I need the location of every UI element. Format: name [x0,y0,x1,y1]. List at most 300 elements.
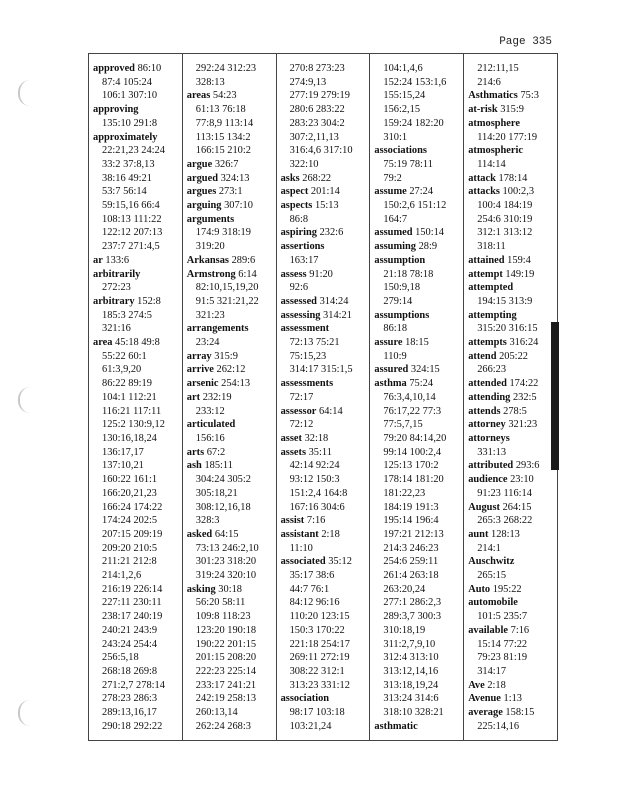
index-refs: 125:13 170:2 [383,460,439,472]
index-entry [468,103,554,117]
index-ref-line [187,720,273,734]
index-ref-line [374,583,460,597]
index-refs: 240:21 243:9 [102,624,158,636]
index-refs: 313:24 314:6 [383,693,439,705]
index-entry [468,459,554,473]
index-refs: 167:16 304:6 [289,501,345,513]
index-term: aspect [280,186,309,198]
index-ref-line [187,309,273,323]
index-refs: 209:20 210:5 [102,542,158,554]
index-refs: 42:14 92:24 [289,460,340,472]
index-ref-line [468,720,554,734]
index-entry [281,268,367,282]
index-ref-line [281,89,367,103]
index-refs: 212:11,15 [477,63,519,74]
index-refs: 233:12 [195,405,225,417]
index-refs: 150:2,6 151:12 [383,200,447,212]
index-refs: 76:3,4,10,14 [383,391,436,403]
index-entry [468,254,554,268]
index-refs: 214:1,2,6 [102,570,142,582]
index-ref-line [281,473,367,487]
index-refs: 86:18 [383,323,408,335]
index-term: aspiring [280,227,317,239]
index-refs: 108:13 111:22 [102,213,162,225]
index-refs: 232:6 [319,227,344,239]
index-term: assessor [280,405,317,417]
index-entry [468,596,554,610]
index-refs: 185:3 274:5 [102,309,152,321]
index-ref-line [374,322,460,336]
index-term: attended [468,378,507,390]
index-refs: 174:24 202:5 [102,515,158,527]
index-refs: 6:14 [238,268,257,280]
index-entry [468,624,554,638]
index-refs: 328:3 [195,515,220,527]
index-refs: 75:3 [520,90,539,102]
index-ref-line [468,322,554,336]
index-refs: 114:14 [477,158,506,170]
index-ref-line [93,501,179,515]
index-refs: 304:24 305:2 [195,474,251,486]
index-refs: 44:7 76:1 [289,583,330,595]
index-refs: 318:10 328:21 [383,707,444,719]
index-refs: 22:21,23 24:24 [102,145,165,157]
index-term: attend [468,350,497,362]
index-refs: 314:17 315:1,5 [289,364,353,376]
index-refs: 163:17 [289,254,319,266]
index-refs: 308:12,16,18 [195,501,251,513]
index-term: asked [186,528,213,540]
index-ref-line [93,158,179,172]
index-term: attempt [468,268,503,280]
index-refs: 201:15 208:20 [195,652,257,664]
index-ref-line [374,596,460,610]
index-ref-line [374,638,460,652]
index-ref-line [187,144,273,158]
index-ref-line [93,350,179,364]
index-term: arrangements [186,323,249,335]
index-refs: 214:1 [477,542,501,554]
index-entry [281,432,367,446]
index-ref-line [187,501,273,515]
index-refs: 30:18 [218,583,242,595]
index-refs: 72:13 75:21 [289,337,340,349]
index-refs: 122:12 207:13 [102,227,163,239]
index-refs: 54:23 [212,90,237,102]
index-refs: 178:14 181:20 [383,474,444,486]
index-term: articulated [186,419,236,431]
index-ref-line [281,144,367,158]
index-ref-line [281,131,367,145]
index-term: areas [186,90,211,102]
index-entry [468,89,554,103]
index-ref-line [187,103,273,117]
index-entry [468,391,554,405]
index-refs: 137:10,21 [102,460,144,472]
index-entry [374,363,460,377]
index-refs: 35:11 [308,446,332,458]
index-term: attacks [468,186,500,198]
index-term: August [468,501,500,513]
index-entry [468,418,554,432]
index-refs: 2:18 [321,528,340,540]
index-ref-line [374,487,460,501]
index-term: arsenic [186,378,219,390]
index-refs: 254:6 310:19 [477,213,533,225]
index-refs: 315:9 [214,350,238,362]
index-entry [281,528,367,542]
index-term: argues [186,186,217,198]
index-ref-line [93,459,179,473]
index-refs: 79:20 84:14,20 [383,432,447,444]
index-ref-line [93,281,179,295]
index-ref-line [187,226,273,240]
index-term: attack [468,172,496,184]
index-entry [468,692,554,706]
index-ref-line [93,651,179,665]
index-ref-line [93,487,179,501]
index-term: assumptions [374,309,430,321]
index-refs: 272:23 [102,282,131,294]
index-ref-line [374,213,460,227]
index-refs: 270:8 273:23 [289,63,345,74]
index-refs: 35:12 [328,556,352,568]
index-term: asks [280,172,300,184]
index-refs: 158:15 [505,707,535,719]
index-refs: 207:15 209:19 [102,528,163,540]
index-term: audience [468,474,508,486]
index-entry [187,391,273,405]
index-ref-line [374,569,460,583]
index-refs: 313:18,19,24 [383,679,439,691]
index-term: attempting [468,309,517,321]
index-ref-line [374,651,460,665]
index-ref-line [93,720,179,734]
index-ref-line [374,610,460,624]
index-ref-line [374,624,460,638]
index-term: atmospheric [468,145,524,157]
index-entry [374,720,460,734]
index-entry [187,583,273,597]
index-refs: 232:5 [512,391,537,403]
index-entry [281,555,367,569]
index-ref-line [468,542,554,556]
index-ref-line [374,542,460,556]
index-entry [374,309,460,323]
index-refs: 238:17 240:19 [102,611,163,623]
index-ref-line [468,569,554,583]
index-refs: 310:1 [383,131,408,143]
index-ref-line [281,336,367,350]
index-entry [187,89,273,103]
index-term: assumed [374,227,413,239]
index-refs: 283:23 304:2 [289,117,345,129]
index-refs: 156:16 [195,432,225,444]
index-ref-line [93,213,179,227]
index-refs: 79:2 [383,172,402,184]
index-ref-line [281,706,367,720]
index-refs: 99:14 100:2,4 [383,446,442,458]
index-ref-line [187,240,273,254]
index-refs: 91:23 116:14 [477,487,532,499]
index-term: assumption [374,254,426,266]
index-term: assure [374,337,403,349]
index-term: associated [280,556,326,568]
index-refs: 23:10 [510,474,534,486]
index-ref-line [93,624,179,638]
index-refs: 242:19 258:13 [195,693,257,705]
index-refs: 278:5 [503,405,527,417]
index-ref-line [187,295,273,309]
index-refs: 261:4 263:18 [383,570,439,582]
index-refs: 87:4 105:24 [102,76,152,88]
index-refs: 264:15 [502,501,532,513]
index-entry [187,185,273,199]
index-ref-line [187,514,273,528]
index-refs: 75:15,23 [289,350,327,362]
index-entry [93,295,179,309]
index-refs: 100:2,3 [502,186,535,198]
index-refs: 314:24 [319,295,349,307]
index-refs: 76:17,22 77:3 [383,405,442,417]
index-refs: 311:2,7,9,10 [383,638,436,650]
index-ref-line [468,295,554,309]
index-refs: 265:3 268:22 [477,515,533,527]
index-refs: 321:23 [195,309,225,321]
index-ref-line [468,610,554,624]
index-refs: 321:23 [508,419,538,431]
index-refs: 254:6 259:11 [383,556,439,568]
index-refs: 324:13 [220,172,250,184]
index-ref-line [468,76,554,90]
index-term: approving [93,104,139,116]
index-entry [187,350,273,364]
index-refs: 150:9,18 [383,282,421,294]
index-ref-line [93,418,179,432]
index-term: asset [280,432,302,444]
index-ref-line [468,638,554,652]
index-refs: 279:14 [383,295,413,307]
index-refs: 77:8,9 113:14 [195,117,254,129]
index-refs: 109:8 118:23 [195,611,251,623]
index-term: assuming [374,241,416,253]
index-entry [281,322,367,336]
index-term: assessments [280,378,334,390]
index-ref-line [281,542,367,556]
index-entry [374,377,460,391]
index-refs: 91:20 [309,268,333,280]
index-refs: 149:19 [505,268,535,280]
index-term: assessing [280,309,321,321]
index-term: ash [186,460,202,472]
index-ref-line [93,692,179,706]
index-ref-line [374,692,460,706]
index-refs: 178:14 [498,172,528,184]
index-ref-line [374,446,460,460]
index-refs: 262:12 [216,364,246,376]
index-ref-line [374,295,460,309]
index-refs: 61:3,9,20 [102,364,142,376]
index-entry [281,377,367,391]
index-ref-line [187,281,273,295]
index-entry [468,405,554,419]
index-term: aspects [280,200,313,212]
index-ref-line [93,610,179,624]
index-ref-line [187,117,273,131]
index-refs: 7:16 [510,624,530,636]
index-refs: 293:6 [515,460,540,472]
index-ref-line [281,76,367,90]
index-ref-line [374,473,460,487]
index-ref-line [374,432,460,446]
index-ref-line [374,391,460,405]
index-entry [187,363,273,377]
index-ref-line [93,528,179,542]
index-ref-line [281,720,367,734]
index-ref-line [374,665,460,679]
index-ref-line [468,131,554,145]
index-entry [187,377,273,391]
index-ref-line [93,679,179,693]
index-refs: 123:20 190:18 [195,624,257,636]
index-refs: 92:6 [289,282,309,294]
index-term: attained [468,254,505,266]
index-ref-line [93,583,179,597]
index-entry [187,446,273,460]
index-refs: 73:13 246:2,10 [195,542,259,554]
index-ref-line [93,199,179,213]
index-refs: 222:23 225:14 [195,665,257,677]
index-refs: 72:12 [289,419,314,431]
index-refs: 256:5,18 [102,652,139,664]
index-entry [468,432,554,446]
index-ref-line [93,596,179,610]
index-refs: 233:17 241:21 [195,679,257,691]
index-entry [468,473,554,487]
index-refs: 77:5,7,15 [383,419,423,431]
index-refs: 79:23 81:19 [477,652,528,664]
index-term: approved [93,63,135,74]
index-refs: 103:21,24 [289,720,332,732]
index-refs: 316:4,6 317:10 [289,145,353,157]
index-ref-line [374,459,460,473]
index-refs: 15:13 [314,200,339,212]
index-ref-line [93,432,179,446]
index-ref-line [93,473,179,487]
index-ref-line [374,405,460,419]
index-refs: 151:2,4 164:8 [289,487,348,499]
index-refs: 32:18 [304,432,329,444]
index-ref-line [281,350,367,364]
index-refs: 104:1,4,6 [383,63,423,74]
index-refs: 277:1 286:2,3 [383,597,442,609]
index-entry [187,268,273,282]
index-refs: 331:13 [477,446,507,458]
index-entry [374,240,460,254]
index-refs: 328:13 [195,76,225,88]
index-refs: 185:11 [204,460,233,472]
index-refs: 7:16 [306,515,326,527]
index-refs: 324:15 [410,364,440,376]
index-refs: 274:9,13 [289,76,327,88]
index-entry [281,185,367,199]
index-refs: 268:22 [302,172,332,184]
index-term: at-risk [468,104,498,116]
index-entry [281,309,367,323]
index-entry [187,418,273,432]
index-term: Ave [468,679,485,691]
index-ref-line [281,624,367,638]
index-refs: 61:13 76:18 [195,104,246,116]
index-refs: 64:14 [319,405,343,417]
index-term: array [186,350,212,362]
index-entry [281,172,367,186]
index-term: assist [280,515,305,527]
index-entry [468,679,554,693]
index-refs: 314:17 [477,665,507,677]
index-refs: 104:1 112:21 [102,391,157,403]
index-ref-line [281,213,367,227]
index-entry [187,254,273,268]
index-refs: 82:10,15,19,20 [195,282,259,294]
index-ref-line [281,679,367,693]
index-refs: 101:5 235:7 [477,611,528,623]
index-refs: 201:14 [310,186,340,198]
index-ref-line [468,665,554,679]
index-refs: 156:2,15 [383,104,421,116]
index-refs: 271:2,7 278:14 [102,679,165,691]
index-term: associations [374,145,427,157]
index-refs: 278:23 286:3 [102,693,158,705]
index-refs: 86:10 [137,63,162,74]
index-refs: 38:16 49:21 [102,172,152,184]
binder-hole-top [18,80,38,106]
index-ref-line [93,377,179,391]
index-refs: 114:20 177:19 [477,131,538,143]
index-refs: 98:17 103:18 [289,707,345,719]
index-refs: 133:6 [105,254,130,266]
index-refs: 93:12 150:3 [289,474,340,486]
index-refs: 110:20 123:15 [289,611,350,623]
index-term: arbitrarily [93,268,141,280]
index-ref-line [187,336,273,350]
index-entry [468,172,554,186]
index-ref-line [93,240,179,254]
index-refs: 194:15 313:9 [477,295,533,307]
index-ref-line [93,405,179,419]
index-refs: 64:15 [214,528,239,540]
index-refs: 181:22,23 [383,487,426,499]
index-ref-line [374,679,460,693]
index-refs: 326:7 [214,158,239,170]
index-refs: 195:14 196:4 [383,515,439,527]
index-refs: 174:22 [509,378,539,390]
index-entry [187,172,273,186]
index-refs: 110:9 [383,350,407,362]
index-entry [468,309,554,323]
index-refs: 150:3 170:22 [289,624,345,636]
index-ref-line [281,363,367,377]
index-entry [468,281,554,295]
index-ref-line [374,172,460,186]
index-refs: 260:13,14 [195,707,238,719]
index-entry [468,268,554,282]
index-term: art [186,391,201,403]
index-ref-line [187,610,273,624]
index-ref-line [281,391,367,405]
index-entry [468,377,554,391]
index-refs: 289:3,7 300:3 [383,611,442,623]
